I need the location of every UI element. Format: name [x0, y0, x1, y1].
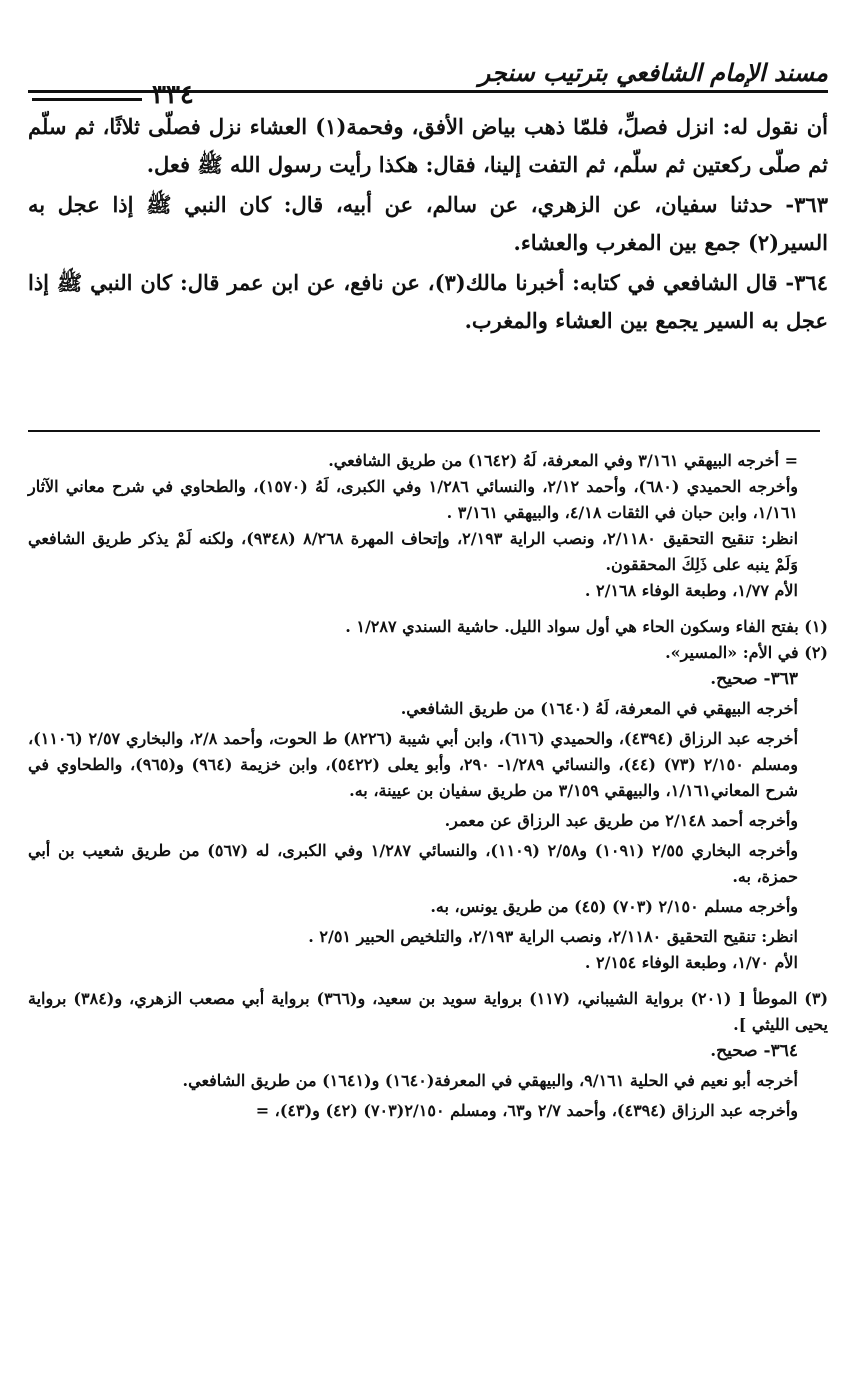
footnote-2: (٢) في الأم: «المسير». — [665, 643, 828, 662]
note-line: وأخرجه أحمد ٢/١٤٨ من طريق عبد الرزاق عن معمر. — [444, 811, 798, 830]
note-line: انظر: تنقيح التحقيق ٢/١١٨٠، ونصب الراية ٢/١٩٣، وإتحاف المهرة ٨/٢٦٨ (٩٣٤٨)، ولكنه لَمْ يذكر طريق الشافعي وَلَمْ ينبه على ذَلِكَ المحققون. — [28, 529, 799, 574]
footnotes — [28, 448, 828, 1124]
main-text — [28, 108, 828, 342]
running-title: مسند الإمام الشافعي بترتيب سنجر — [478, 58, 828, 87]
note-line: = أخرجه البيهقي ٣/١٦١ وفي المعرفة، لَهُ (١٦٤٢) من طريق الشافعي. — [328, 451, 798, 470]
note-line: الأم ١/٧٠، وطبعة الوفاء ٢/١٥٤ . — [584, 953, 798, 972]
hadith-continuation: أن نقول له: انزل فصلِّ، فلمّا ذهب بياض الأفق، وفحمة(١) العشاء نزل فصلّى ثلاثًا، ثم سلّم ثم صلّى ركعتين ثم سلّم، ثم التفت إلينا، فقال: هكذا رأيت رسول الله ﷺ فعل. — [28, 114, 828, 177]
page-number-rule-lower — [32, 98, 142, 101]
note-line: أخرجه عبد الرزاق (٤٣٩٤)، والحميدي (٦١٦)، وابن أبي شيبة (٨٢٢٦) ط الحوت، وأحمد ٢/٨، والبخاري ٢/٥٧ (١١٠٦)، ومسلم ٢/١٥٠ (٧٣) (٤٤)، والنسائي ١/٢٨٩- ٢٩٠، وأبو يعلى (٥٤٢٢)، وابن خزيمة (٩٦٤) و(٩٦٥)، والطحاوي في شرح المعاني١/١٦١، والبيهقي ٣/١٥٩ من طريق سفيان بن عيينة، به. — [28, 729, 799, 800]
note-line: انظر: تنقيح التحقيق ٢/١١٨٠، ونصب الراية ٢/١٩٣، والتلخيص الحبير ٢/٥١ . — [308, 927, 798, 946]
note-line: الأم ١/٧٧، وطبعة الوفاء ٢/١٦٨ . — [584, 581, 798, 600]
footnote-separator — [28, 430, 820, 432]
page-header — [28, 58, 828, 110]
footnote-3: (٣) الموطأ [ (٢٠١) برواية الشيباني، (١١٧) برواية سويد بن سعيد، و(٣٦٦) برواية أبي مصعب الزهري، و(٣٨٤) برواية يحيى الليثي ]. — [28, 989, 829, 1034]
hadith-364: ٣٦٤- قال الشافعي في كتابه: أخبرنا مالك(٣)، عن نافع، عن ابن عمر قال: كان النبي ﷺ إذا عجل به السير يجمع بين العشاء والمغرب. — [28, 270, 828, 333]
note-line: وأخرجه البخاري ٢/٥٥ (١٠٩١) و٢/٥٨ (١١٠٩)، والنسائي ١/٢٨٧ وفي الكبرى، له (٥٦٧) من طريق شعيب بن أبي حمزة، به. — [28, 841, 799, 886]
hadith-363: ٣٦٣- حدثنا سفيان، عن الزهري، عن سالم، عن أبيه، قال: كان النبي ﷺ إذا عجل به السير(٢) جمع بين المغرب والعشاء. — [28, 192, 828, 255]
takhrij-heading-364: ٣٦٤- صحيح. — [710, 1041, 798, 1061]
note-line: وأخرجه الحميدي (٦٨٠)، وأحمد ٢/١٢، والنسائي ١/٢٨٦ وفي الكبرى، لَهُ (١٥٧٠)، والطحاوي في شرح معاني الآثار ١/١٦١، وابن حبان في الثقات ٤/١٨، والبيهقي ٣/١٦١ . — [28, 477, 798, 522]
page-number: ٣٣٤ — [152, 80, 194, 110]
note-line: وأخرجه عبد الرزاق (٤٣٩٤)، وأحمد ٢/٧ و٦٣، ومسلم ٢/١٥٠(٧٠٣) (٤٢) و(٤٣)، = — [255, 1101, 798, 1120]
takhrij-heading-363: ٣٦٣- صحيح. — [710, 669, 798, 689]
note-line: أخرجه البيهقي في المعرفة، لَهُ (١٦٤٠) من طريق الشافعي. — [400, 699, 798, 718]
note-line: وأخرجه مسلم ٢/١٥٠ (٧٠٣) (٤٥) من طريق يونس، به. — [430, 897, 798, 916]
note-line: أخرجه أبو نعيم في الحلية ٩/١٦١، والبيهقي في المعرفة(١٦٤٠) و(١٦٤١) من طريق الشافعي. — [182, 1071, 798, 1090]
page-number-rule-upper — [32, 90, 142, 93]
header-rule — [28, 90, 828, 93]
footnote-1: (١) بفتح الفاء وسكون الحاء هي أول سواد الليل. حاشية السندي ١/٢٨٧ . — [345, 617, 828, 636]
